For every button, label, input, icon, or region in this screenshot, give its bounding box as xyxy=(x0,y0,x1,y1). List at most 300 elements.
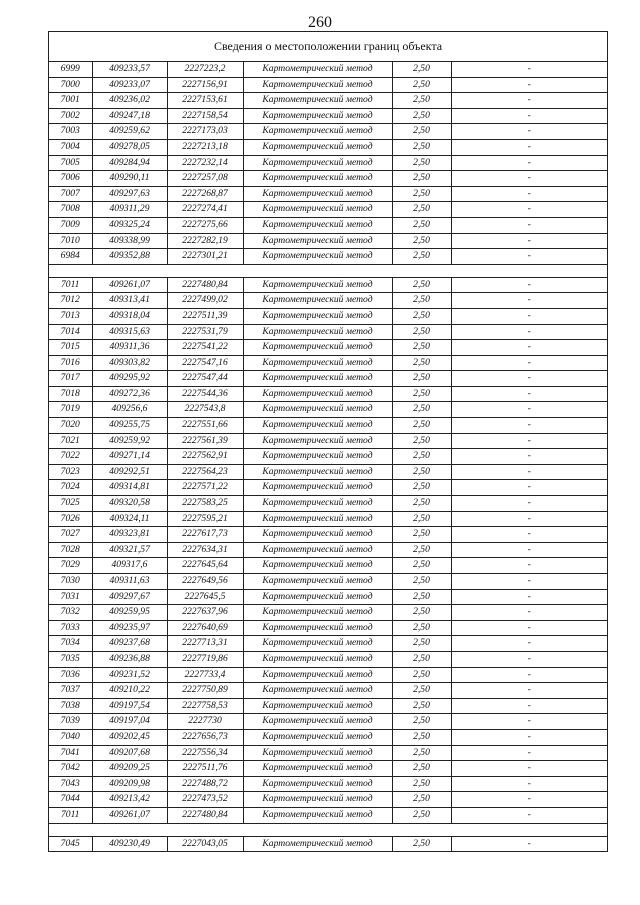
table-row xyxy=(49,202,607,218)
y-coordinate-cell: 2227649,56 xyxy=(167,574,243,590)
section-separator xyxy=(49,823,607,836)
accuracy-cell: 2,50 xyxy=(392,139,451,155)
accuracy-cell: 2,50 xyxy=(392,589,451,605)
table-row xyxy=(49,340,607,356)
point-number-cell: 7002 xyxy=(49,108,92,124)
x-coordinate-cell: 409202,45 xyxy=(92,729,167,745)
accuracy-cell: 2,50 xyxy=(392,745,451,761)
method-cell: Картометрический метод xyxy=(243,511,392,527)
accuracy-cell: 2,50 xyxy=(392,108,451,124)
point-number-cell: 7004 xyxy=(49,139,92,155)
description-cell: - xyxy=(451,651,607,667)
accuracy-cell: 2,50 xyxy=(392,605,451,621)
x-coordinate-cell: 409261,07 xyxy=(92,807,167,823)
y-coordinate-cell: 2227544,36 xyxy=(167,386,243,402)
y-coordinate-cell: 2227232,14 xyxy=(167,155,243,171)
y-coordinate-cell: 2227543,8 xyxy=(167,402,243,418)
description-cell: - xyxy=(451,186,607,202)
y-coordinate-cell: 2227645,64 xyxy=(167,558,243,574)
table-row xyxy=(49,761,607,777)
accuracy-cell: 2,50 xyxy=(392,698,451,714)
table-row xyxy=(49,480,607,496)
y-coordinate-cell: 2227480,84 xyxy=(167,277,243,293)
point-number-cell: 7010 xyxy=(49,233,92,249)
y-coordinate-cell: 2227156,91 xyxy=(167,77,243,93)
table-row xyxy=(49,77,607,93)
point-number-cell: 7014 xyxy=(49,324,92,340)
accuracy-cell: 2,50 xyxy=(392,807,451,823)
accuracy-cell: 2,50 xyxy=(392,202,451,218)
description-cell: - xyxy=(451,558,607,574)
point-number-cell: 6984 xyxy=(49,249,92,265)
y-coordinate-cell: 2227640,69 xyxy=(167,620,243,636)
x-coordinate-cell: 409256,6 xyxy=(92,402,167,418)
table-row xyxy=(49,542,607,558)
description-cell: - xyxy=(451,62,607,77)
accuracy-cell: 2,50 xyxy=(392,293,451,309)
point-number-cell: 7026 xyxy=(49,511,92,527)
point-number-cell: 7043 xyxy=(49,776,92,792)
description-cell: - xyxy=(451,776,607,792)
table-row xyxy=(49,636,607,652)
table-row xyxy=(49,155,607,171)
accuracy-cell: 2,50 xyxy=(392,340,451,356)
accuracy-cell: 2,50 xyxy=(392,558,451,574)
accuracy-cell: 2,50 xyxy=(392,77,451,93)
method-cell: Картометрический метод xyxy=(243,714,392,730)
y-coordinate-cell: 2227556,34 xyxy=(167,745,243,761)
section-separator xyxy=(49,264,607,277)
accuracy-cell: 2,50 xyxy=(392,62,451,77)
table-row xyxy=(49,729,607,745)
method-cell: Картометрический метод xyxy=(243,449,392,465)
method-cell: Картометрический метод xyxy=(243,171,392,187)
table-row xyxy=(49,171,607,187)
table-row xyxy=(49,776,607,792)
point-number-cell: 7039 xyxy=(49,714,92,730)
accuracy-cell: 2,50 xyxy=(392,186,451,202)
table-row xyxy=(49,324,607,340)
point-number-cell: 7009 xyxy=(49,217,92,233)
y-coordinate-cell: 2227274,41 xyxy=(167,202,243,218)
accuracy-cell: 2,50 xyxy=(392,324,451,340)
description-cell: - xyxy=(451,836,607,852)
method-cell: Картометрический метод xyxy=(243,836,392,852)
accuracy-cell: 2,50 xyxy=(392,527,451,543)
point-number-cell: 7033 xyxy=(49,620,92,636)
accuracy-cell: 2,50 xyxy=(392,574,451,590)
description-cell: - xyxy=(451,277,607,293)
y-coordinate-cell: 2227645,5 xyxy=(167,589,243,605)
method-cell: Картометрический метод xyxy=(243,574,392,590)
y-coordinate-cell: 2227637,96 xyxy=(167,605,243,621)
y-coordinate-cell: 2227282,19 xyxy=(167,233,243,249)
x-coordinate-cell: 409318,04 xyxy=(92,308,167,324)
accuracy-cell: 2,50 xyxy=(392,155,451,171)
method-cell: Картометрический метод xyxy=(243,683,392,699)
point-number-cell: 7035 xyxy=(49,651,92,667)
accuracy-cell: 2,50 xyxy=(392,651,451,667)
description-cell: - xyxy=(451,93,607,109)
y-coordinate-cell: 2227583,25 xyxy=(167,496,243,512)
method-cell: Картометрический метод xyxy=(243,620,392,636)
description-cell: - xyxy=(451,108,607,124)
method-cell: Картометрический метод xyxy=(243,542,392,558)
y-coordinate-cell: 2227571,22 xyxy=(167,480,243,496)
accuracy-cell: 2,50 xyxy=(392,480,451,496)
x-coordinate-cell: 409236,02 xyxy=(92,93,167,109)
method-cell: Картометрический метод xyxy=(243,636,392,652)
point-number-cell: 7011 xyxy=(49,277,92,293)
method-cell: Картометрический метод xyxy=(243,77,392,93)
point-number-cell: 7016 xyxy=(49,355,92,371)
method-cell: Картометрический метод xyxy=(243,605,392,621)
x-coordinate-cell: 409278,05 xyxy=(92,139,167,155)
table-row xyxy=(49,371,607,387)
x-coordinate-cell: 409295,92 xyxy=(92,371,167,387)
point-number-cell: 7006 xyxy=(49,171,92,187)
point-number-cell: 7029 xyxy=(49,558,92,574)
y-coordinate-cell: 2227547,16 xyxy=(167,355,243,371)
method-cell: Картометрический метод xyxy=(243,324,392,340)
method-cell: Картометрический метод xyxy=(243,761,392,777)
y-coordinate-cell: 2227213,18 xyxy=(167,139,243,155)
description-cell: - xyxy=(451,527,607,543)
description-cell: - xyxy=(451,729,607,745)
description-cell: - xyxy=(451,683,607,699)
table-row xyxy=(49,217,607,233)
method-cell: Картометрический метод xyxy=(243,108,392,124)
y-coordinate-cell: 2227275,66 xyxy=(167,217,243,233)
method-cell: Картометрический метод xyxy=(243,233,392,249)
x-coordinate-cell: 409233,07 xyxy=(92,77,167,93)
method-cell: Картометрический метод xyxy=(243,745,392,761)
point-number-cell: 7042 xyxy=(49,761,92,777)
separator-cell xyxy=(49,823,607,836)
accuracy-cell: 2,50 xyxy=(392,667,451,683)
point-number-cell: 7019 xyxy=(49,402,92,418)
table-row xyxy=(49,249,607,265)
y-coordinate-cell: 2227541,22 xyxy=(167,340,243,356)
table-row xyxy=(49,124,607,140)
table-row xyxy=(49,402,607,418)
table-row xyxy=(49,651,607,667)
point-number-cell: 7024 xyxy=(49,480,92,496)
y-coordinate-cell: 2227173,03 xyxy=(167,124,243,140)
x-coordinate-cell: 409317,6 xyxy=(92,558,167,574)
method-cell: Картометрический метод xyxy=(243,418,392,434)
accuracy-cell: 2,50 xyxy=(392,308,451,324)
x-coordinate-cell: 409213,42 xyxy=(92,792,167,808)
accuracy-cell: 2,50 xyxy=(392,433,451,449)
description-cell: - xyxy=(451,249,607,265)
y-coordinate-cell: 2227153,61 xyxy=(167,93,243,109)
table-row xyxy=(49,807,607,823)
point-number-cell: 6999 xyxy=(49,62,92,77)
method-cell: Картометрический метод xyxy=(243,527,392,543)
point-number-cell: 7011 xyxy=(49,807,92,823)
x-coordinate-cell: 409297,67 xyxy=(92,589,167,605)
y-coordinate-cell: 2227547,44 xyxy=(167,371,243,387)
x-coordinate-cell: 409324,11 xyxy=(92,511,167,527)
x-coordinate-cell: 409314,81 xyxy=(92,480,167,496)
point-number-cell: 7034 xyxy=(49,636,92,652)
y-coordinate-cell: 2227733,4 xyxy=(167,667,243,683)
table-row xyxy=(49,667,607,683)
accuracy-cell: 2,50 xyxy=(392,714,451,730)
x-coordinate-cell: 409321,57 xyxy=(92,542,167,558)
x-coordinate-cell: 409297,63 xyxy=(92,186,167,202)
accuracy-cell: 2,50 xyxy=(392,792,451,808)
method-cell: Картометрический метод xyxy=(243,62,392,77)
table-row xyxy=(49,449,607,465)
accuracy-cell: 2,50 xyxy=(392,464,451,480)
point-number-cell: 7025 xyxy=(49,496,92,512)
description-cell: - xyxy=(451,77,607,93)
method-cell: Картометрический метод xyxy=(243,93,392,109)
description-cell: - xyxy=(451,636,607,652)
table-row xyxy=(49,589,607,605)
method-cell: Картометрический метод xyxy=(243,589,392,605)
description-cell: - xyxy=(451,324,607,340)
method-cell: Картометрический метод xyxy=(243,371,392,387)
point-number-cell: 7040 xyxy=(49,729,92,745)
accuracy-cell: 2,50 xyxy=(392,836,451,852)
method-cell: Картометрический метод xyxy=(243,308,392,324)
point-number-cell: 7031 xyxy=(49,589,92,605)
y-coordinate-cell: 2227551,66 xyxy=(167,418,243,434)
point-number-cell: 7036 xyxy=(49,667,92,683)
y-coordinate-cell: 2227488,72 xyxy=(167,776,243,792)
method-cell: Картометрический метод xyxy=(243,186,392,202)
method-cell: Картометрический метод xyxy=(243,480,392,496)
x-coordinate-cell: 409197,04 xyxy=(92,714,167,730)
accuracy-cell: 2,50 xyxy=(392,277,451,293)
point-number-cell: 7023 xyxy=(49,464,92,480)
coordinates-table xyxy=(49,62,607,852)
accuracy-cell: 2,50 xyxy=(392,217,451,233)
description-cell: - xyxy=(451,308,607,324)
table-title: Сведения о местоположении границ объекта xyxy=(49,32,607,62)
point-number-cell: 7015 xyxy=(49,340,92,356)
table-row xyxy=(49,496,607,512)
description-cell: - xyxy=(451,589,607,605)
description-cell: - xyxy=(451,155,607,171)
table-row xyxy=(49,277,607,293)
description-cell: - xyxy=(451,496,607,512)
accuracy-cell: 2,50 xyxy=(392,418,451,434)
table-row xyxy=(49,233,607,249)
x-coordinate-cell: 409311,63 xyxy=(92,574,167,590)
point-number-cell: 7028 xyxy=(49,542,92,558)
point-number-cell: 7045 xyxy=(49,836,92,852)
method-cell: Картометрический метод xyxy=(243,464,392,480)
method-cell: Картометрический метод xyxy=(243,402,392,418)
accuracy-cell: 2,50 xyxy=(392,249,451,265)
description-cell: - xyxy=(451,124,607,140)
y-coordinate-cell: 2227511,76 xyxy=(167,761,243,777)
table-row xyxy=(49,574,607,590)
accuracy-cell: 2,50 xyxy=(392,542,451,558)
y-coordinate-cell: 2227473,52 xyxy=(167,792,243,808)
x-coordinate-cell: 409247,18 xyxy=(92,108,167,124)
table-row xyxy=(49,527,607,543)
x-coordinate-cell: 409231,52 xyxy=(92,667,167,683)
table-row xyxy=(49,433,607,449)
description-cell: - xyxy=(451,792,607,808)
table-row xyxy=(49,308,607,324)
point-number-cell: 7037 xyxy=(49,683,92,699)
method-cell: Картометрический метод xyxy=(243,776,392,792)
accuracy-cell: 2,50 xyxy=(392,496,451,512)
table-row xyxy=(49,464,607,480)
x-coordinate-cell: 409259,95 xyxy=(92,605,167,621)
point-number-cell: 7041 xyxy=(49,745,92,761)
method-cell: Картометрический метод xyxy=(243,155,392,171)
y-coordinate-cell: 2227562,91 xyxy=(167,449,243,465)
description-cell: - xyxy=(451,761,607,777)
method-cell: Картометрический метод xyxy=(243,433,392,449)
method-cell: Картометрический метод xyxy=(243,386,392,402)
description-cell: - xyxy=(451,480,607,496)
accuracy-cell: 2,50 xyxy=(392,620,451,636)
description-cell: - xyxy=(451,402,607,418)
accuracy-cell: 2,50 xyxy=(392,93,451,109)
y-coordinate-cell: 2227758,53 xyxy=(167,698,243,714)
description-cell: - xyxy=(451,574,607,590)
y-coordinate-cell: 2227043,05 xyxy=(167,836,243,852)
table-row xyxy=(49,745,607,761)
method-cell: Картометрический метод xyxy=(243,698,392,714)
table-row xyxy=(49,293,607,309)
point-number-cell: 7027 xyxy=(49,527,92,543)
table-row xyxy=(49,93,607,109)
point-number-cell: 7030 xyxy=(49,574,92,590)
description-cell: - xyxy=(451,293,607,309)
x-coordinate-cell: 409255,75 xyxy=(92,418,167,434)
accuracy-cell: 2,50 xyxy=(392,171,451,187)
method-cell: Картометрический метод xyxy=(243,277,392,293)
y-coordinate-cell: 2227595,21 xyxy=(167,511,243,527)
description-cell: - xyxy=(451,433,607,449)
y-coordinate-cell: 2227257,08 xyxy=(167,171,243,187)
table-row xyxy=(49,698,607,714)
accuracy-cell: 2,50 xyxy=(392,729,451,745)
method-cell: Картометрический метод xyxy=(243,667,392,683)
description-cell: - xyxy=(451,620,607,636)
x-coordinate-cell: 409235,97 xyxy=(92,620,167,636)
table-row xyxy=(49,139,607,155)
y-coordinate-cell: 2227561,39 xyxy=(167,433,243,449)
y-coordinate-cell: 2227480,84 xyxy=(167,807,243,823)
description-cell: - xyxy=(451,371,607,387)
y-coordinate-cell: 2227713,31 xyxy=(167,636,243,652)
x-coordinate-cell: 409236,88 xyxy=(92,651,167,667)
x-coordinate-cell: 409323,81 xyxy=(92,527,167,543)
method-cell: Картометрический метод xyxy=(243,792,392,808)
table-row xyxy=(49,62,607,77)
accuracy-cell: 2,50 xyxy=(392,776,451,792)
point-number-cell: 7005 xyxy=(49,155,92,171)
y-coordinate-cell: 2227617,73 xyxy=(167,527,243,543)
y-coordinate-cell: 2227750,89 xyxy=(167,683,243,699)
y-coordinate-cell: 2227564,23 xyxy=(167,464,243,480)
description-cell: - xyxy=(451,605,607,621)
y-coordinate-cell: 2227531,79 xyxy=(167,324,243,340)
accuracy-cell: 2,50 xyxy=(392,371,451,387)
point-number-cell: 7000 xyxy=(49,77,92,93)
description-cell: - xyxy=(451,386,607,402)
point-number-cell: 7018 xyxy=(49,386,92,402)
description-cell: - xyxy=(451,542,607,558)
description-cell: - xyxy=(451,714,607,730)
table-row xyxy=(49,792,607,808)
description-cell: - xyxy=(451,464,607,480)
y-coordinate-cell: 2227634,31 xyxy=(167,542,243,558)
description-cell: - xyxy=(451,418,607,434)
point-number-cell: 7008 xyxy=(49,202,92,218)
y-coordinate-cell: 2227268,87 xyxy=(167,186,243,202)
description-cell: - xyxy=(451,217,607,233)
table-row xyxy=(49,620,607,636)
point-number-cell: 7021 xyxy=(49,433,92,449)
method-cell: Картометрический метод xyxy=(243,340,392,356)
description-cell: - xyxy=(451,667,607,683)
method-cell: Картометрический метод xyxy=(243,139,392,155)
x-coordinate-cell: 409259,92 xyxy=(92,433,167,449)
method-cell: Картометрический метод xyxy=(243,124,392,140)
point-number-cell: 7003 xyxy=(49,124,92,140)
x-coordinate-cell: 409207,68 xyxy=(92,745,167,761)
y-coordinate-cell: 2227223,2 xyxy=(167,62,243,77)
accuracy-cell: 2,50 xyxy=(392,233,451,249)
x-coordinate-cell: 409210,22 xyxy=(92,683,167,699)
table-row xyxy=(49,558,607,574)
description-cell: - xyxy=(451,355,607,371)
y-coordinate-cell: 2227511,39 xyxy=(167,308,243,324)
x-coordinate-cell: 409311,36 xyxy=(92,340,167,356)
y-coordinate-cell: 2227158,54 xyxy=(167,108,243,124)
page-number: 260 xyxy=(308,14,332,31)
table-row xyxy=(49,511,607,527)
description-cell: - xyxy=(451,171,607,187)
y-coordinate-cell: 2227719,86 xyxy=(167,651,243,667)
x-coordinate-cell: 409352,88 xyxy=(92,249,167,265)
description-cell: - xyxy=(451,807,607,823)
method-cell: Картометрический метод xyxy=(243,355,392,371)
table-row xyxy=(49,836,607,852)
accuracy-cell: 2,50 xyxy=(392,636,451,652)
table-row xyxy=(49,418,607,434)
method-cell: Картометрический метод xyxy=(243,651,392,667)
description-cell: - xyxy=(451,233,607,249)
y-coordinate-cell: 2227301,21 xyxy=(167,249,243,265)
description-cell: - xyxy=(451,340,607,356)
accuracy-cell: 2,50 xyxy=(392,683,451,699)
table-row xyxy=(49,714,607,730)
description-cell: - xyxy=(451,139,607,155)
point-number-cell: 7012 xyxy=(49,293,92,309)
x-coordinate-cell: 409259,62 xyxy=(92,124,167,140)
point-number-cell: 7013 xyxy=(49,308,92,324)
accuracy-cell: 2,50 xyxy=(392,761,451,777)
accuracy-cell: 2,50 xyxy=(392,124,451,140)
method-cell: Картометрический метод xyxy=(243,807,392,823)
x-coordinate-cell: 409233,57 xyxy=(92,62,167,77)
x-coordinate-cell: 409284,94 xyxy=(92,155,167,171)
description-cell: - xyxy=(451,449,607,465)
boundary-table-sheet xyxy=(48,31,608,852)
